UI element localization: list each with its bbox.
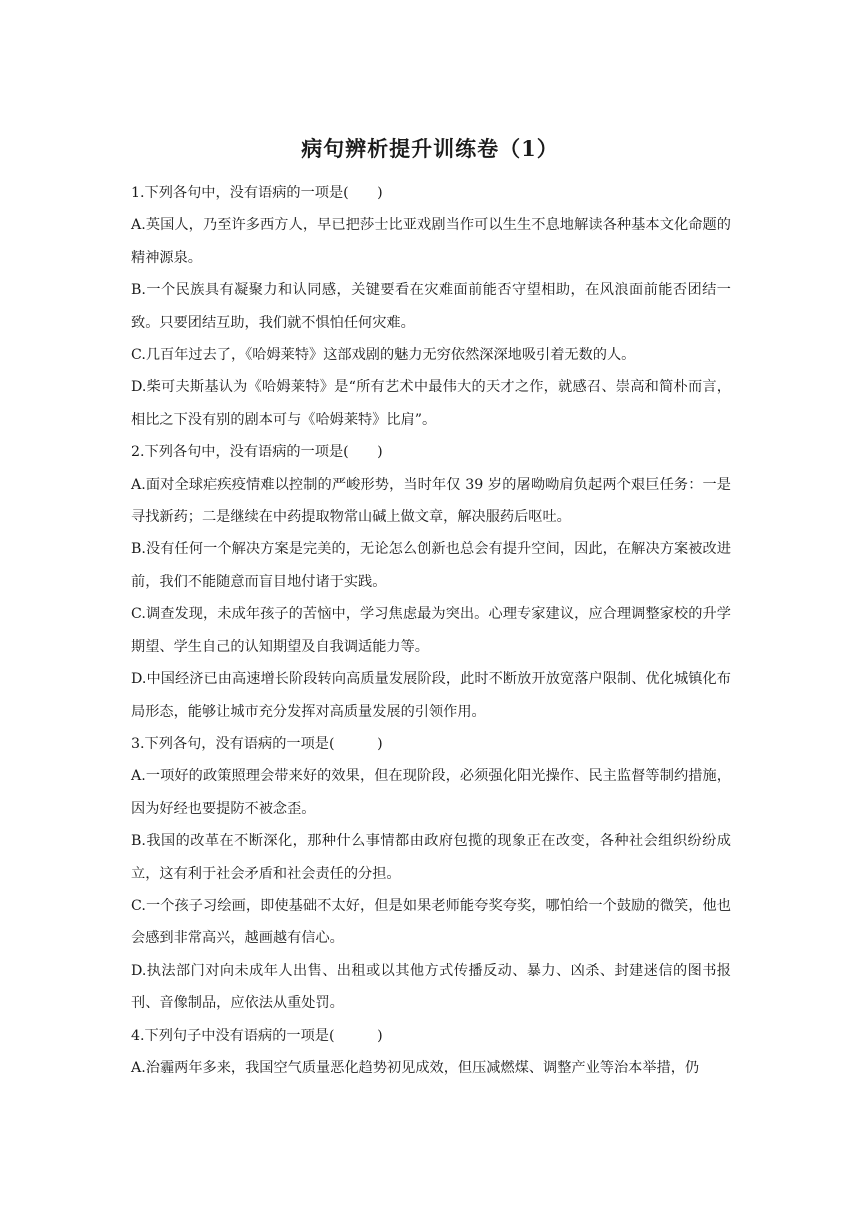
question-option: D.柴可夫斯基认为《哈姆莱特》是“所有艺术中最伟大的天才之作，就感召、崇高和简朴而言，相比之下没有别的剧本可与《哈姆莱特》比肩”。	[131, 379, 731, 428]
question-option: B.一个民族具有凝聚力和认同感，关键要看在灾难面前能否守望相助，在风浪面前能否团结一致。只要团结互助，我们就不惧怕任何灾难。	[131, 282, 731, 331]
question-stem: 4.下列句子中没有语病的一项是( )	[131, 1027, 383, 1044]
question-option: B.没有任何一个解决方案是完美的，无论怎么创新也总会有提升空间，因此，在解决方案被改进前，我们不能随意而盲目地付诸于实践。	[131, 541, 731, 590]
question-stem: 3.下列各句，没有语病的一项是( )	[131, 735, 383, 752]
question-option: B.我国的改革在不断深化，那种什么事情都由政府包揽的现象正在改变，各种社会组织纷纷成立，这有利于社会矛盾和社会责任的分担。	[131, 833, 731, 882]
question-option: D.执法部门对向未成年人出售、出租或以其他方式传播反动、暴力、凶杀、封建迷信的图书报刊、音像制品，应依法从重处罚。	[131, 962, 731, 1012]
question-option: D.中国经济已由高速增长阶段转向高质量发展阶段，此时不断放开放宽落户限制、优化城镇化布局形态，能够让城市充分发挥对高质量发展的引领作用。	[131, 671, 731, 720]
question-option: A.治霾两年多来，我国空气质量恶化趋势初见成效，但压减燃煤、调整产业等治本举措，仍	[131, 1059, 700, 1076]
document-body	[131, 177, 731, 1084]
question-option: C.一个孩子习绘画，即使基础不太好，但是如果老师能夸奖夸奖，哪怕给一个鼓励的微笑，他也会感到非常高兴，越画越有信心。	[131, 897, 731, 947]
document-title: 病句辨析提升训练卷（1）	[301, 136, 559, 161]
question-option: A.一项好的政策照理会带来好的效果，但在现阶段，必须强化阳光操作、民主监督等制约措施，因为好经也要提防不被念歪。	[131, 768, 731, 817]
question-option: A.英国人，乃至许多西方人，早已把莎士比亚戏剧当作可以生生不息地解读各种基本文化命题的精神源泉。	[131, 217, 731, 266]
question-option: C.几百年过去了，《哈姆莱特》这部戏剧的魅力无穷依然深深地吸引着无数的人。	[131, 347, 636, 364]
question-stem: 1.下列各句中，没有语病的一项是( )	[131, 185, 383, 201]
question-option: C.调查发现，未成年孩子的苦恼中，学习焦虑最为突出。心理专家建议，应合理调整家校的升学期望、学生自己的认知期望及自我调适能力等。	[131, 606, 731, 655]
question-option: A.面对全球疟疾疫情难以控制的严峻形势，当时年仅 39 岁的屠呦呦肩负起两个艰巨任务：一是寻找新药；二是继续在中药提取物常山碱上做文章，解决服药后呕吐。	[131, 476, 731, 526]
question-stem: 2.下列各句中，没有语病的一项是( )	[131, 444, 383, 461]
